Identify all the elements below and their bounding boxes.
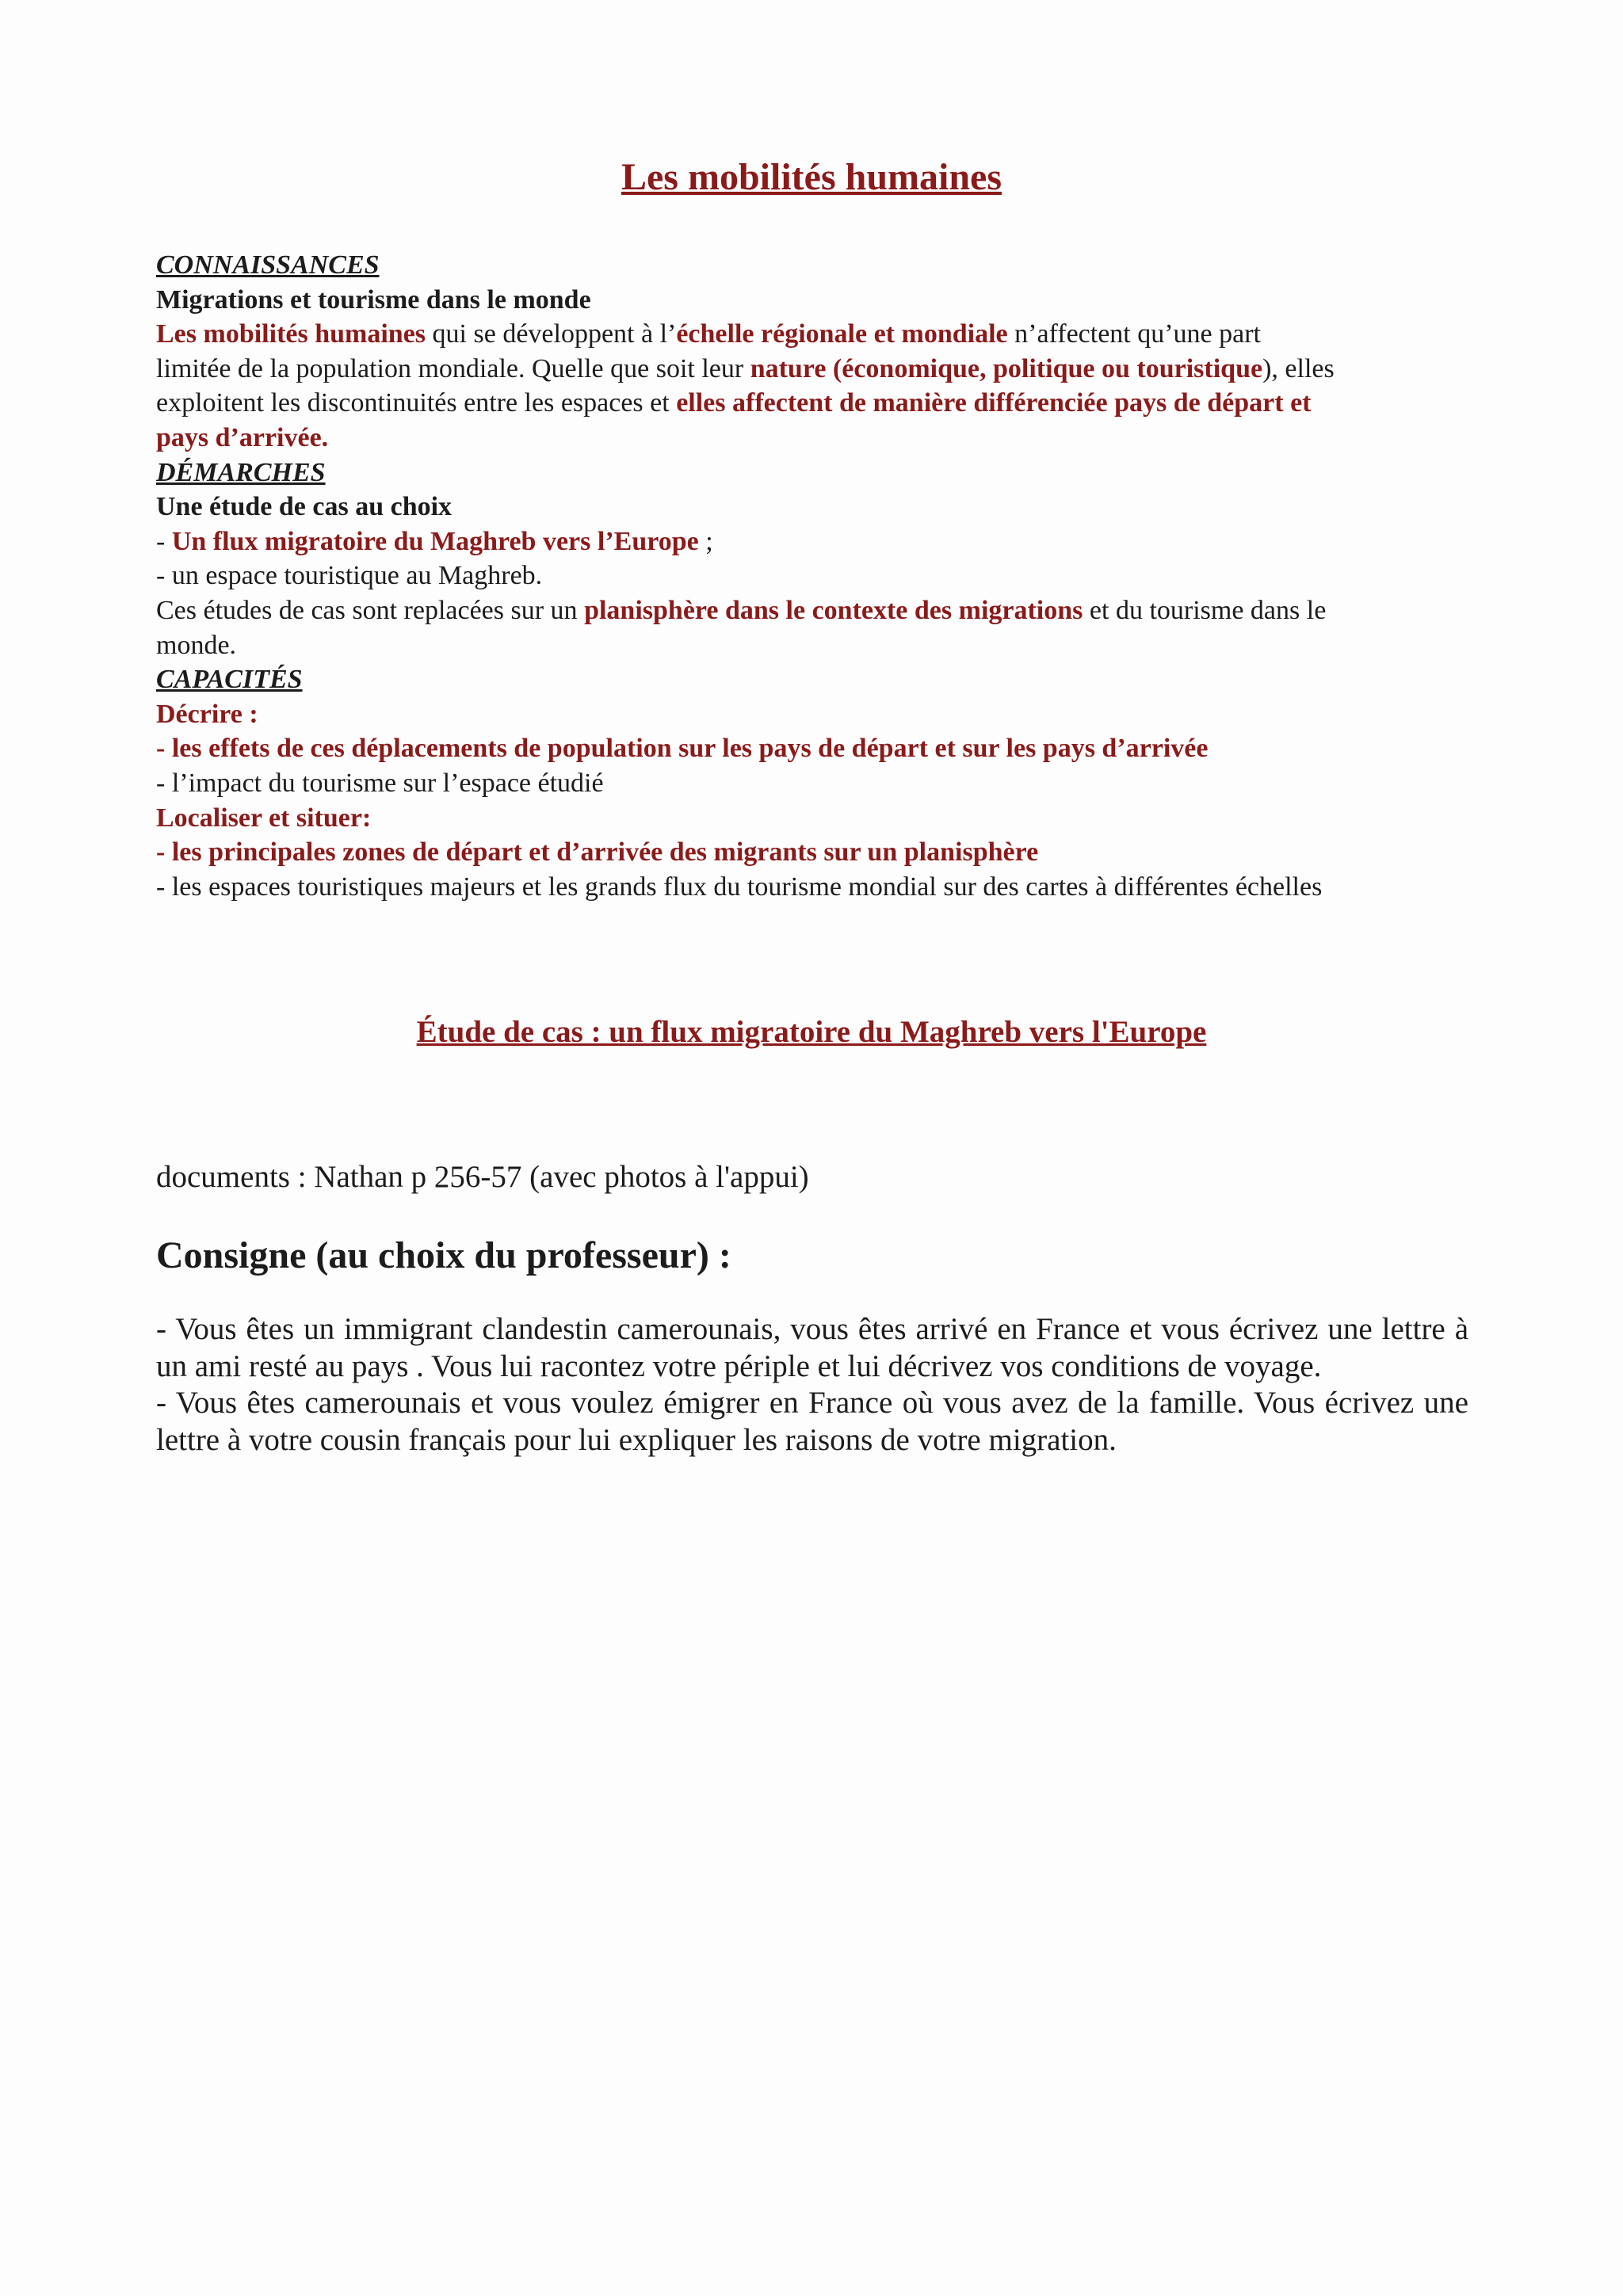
connaissances-line-1: [156, 317, 1480, 352]
text: n’affectent qu’une part: [1007, 319, 1262, 349]
localiser-item-1: - les principales zones de départ et d’arrivée des migrants sur un planisphère: [156, 837, 1039, 868]
option-2: - Vous êtes camerounais et vous voulez émigrer en France où vous avez de la famille. Vous écrivez une lettre à votre cousin français pour lui expliquer les raisons de votre migration.: [156, 1386, 1468, 1457]
consigne-heading: Consigne (au choix du professeur) :: [156, 1234, 731, 1276]
demarches-item-2: - un espace touristique au Maghreb.: [156, 561, 543, 591]
text: et du tourisme dans le: [1083, 595, 1327, 625]
page-title: Les mobilités humaines: [621, 156, 1002, 198]
text: Ces études de cas sont replacées sur un: [156, 595, 585, 625]
text: ;: [698, 526, 713, 556]
text: -: [156, 526, 172, 556]
highlight: Un flux migratoire du Maghreb vers l’Europe: [171, 526, 699, 556]
connaissances-heading: CONNAISSANCES: [156, 250, 380, 280]
demarches-item-1: [156, 524, 1480, 559]
demarches-subheading: Une étude de cas au choix: [156, 492, 453, 522]
decrire-item-1: - les effets de ces déplacements de population sur les pays de départ et sur les pays d’arrivée: [156, 734, 1209, 764]
program-section: [156, 248, 1480, 904]
localiser-label: Localiser et situer:: [156, 803, 372, 833]
decrire-label: Décrire :: [156, 699, 258, 729]
text: limitée de la population mondiale. Quelle que soit leur: [156, 353, 750, 383]
connaissances-line-3: [156, 386, 1480, 421]
demarches-line-1: [156, 593, 1480, 628]
consigne-options: [156, 1311, 1468, 1459]
connaissances-line-2: [156, 352, 1480, 387]
demarches-heading: DÉMARCHES: [156, 457, 326, 487]
highlight: nature (économique, politique ou touristique: [750, 353, 1263, 383]
demarches-line-2: monde.: [156, 630, 237, 660]
localiser-item-2: - les espaces touristiques majeurs et les grands flux du tourisme mondial sur des cartes à différentes échelles: [156, 871, 1323, 902]
text: ), elles: [1262, 353, 1335, 383]
capacites-heading: CAPACITÉS: [156, 665, 303, 695]
highlight: elles affectent de manière différenciée pays de départ et: [676, 388, 1312, 418]
option-1: - Vous êtes un immigrant clandestin camerounais, vous êtes arrivé en France et vous écrivez une lettre à un ami resté au pays . Vous lui racontez votre périple et lui décrivez vos conditions de voyage.: [156, 1312, 1468, 1383]
text: exploitent les discontinuités entre les espaces et: [156, 388, 677, 418]
highlight: planisphère dans le contexte des migrations: [584, 595, 1083, 625]
case-study-title: Étude de cas : un flux migratoire du Maghreb vers l'Europe: [416, 1015, 1207, 1049]
highlight: échelle régionale et mondiale: [676, 319, 1008, 349]
decrire-item-2: - l’impact du tourisme sur l’espace étudié: [156, 768, 604, 798]
documents-reference: documents : Nathan p 256-57 (avec photos à l'appui): [156, 1160, 809, 1194]
text: qui se développent à l’: [426, 319, 677, 349]
highlight: Les mobilités humaines: [156, 319, 426, 349]
connaissances-line-4: pays d’arrivée.: [156, 422, 329, 452]
connaissances-subheading: Migrations et tourisme dans le monde: [156, 284, 591, 315]
